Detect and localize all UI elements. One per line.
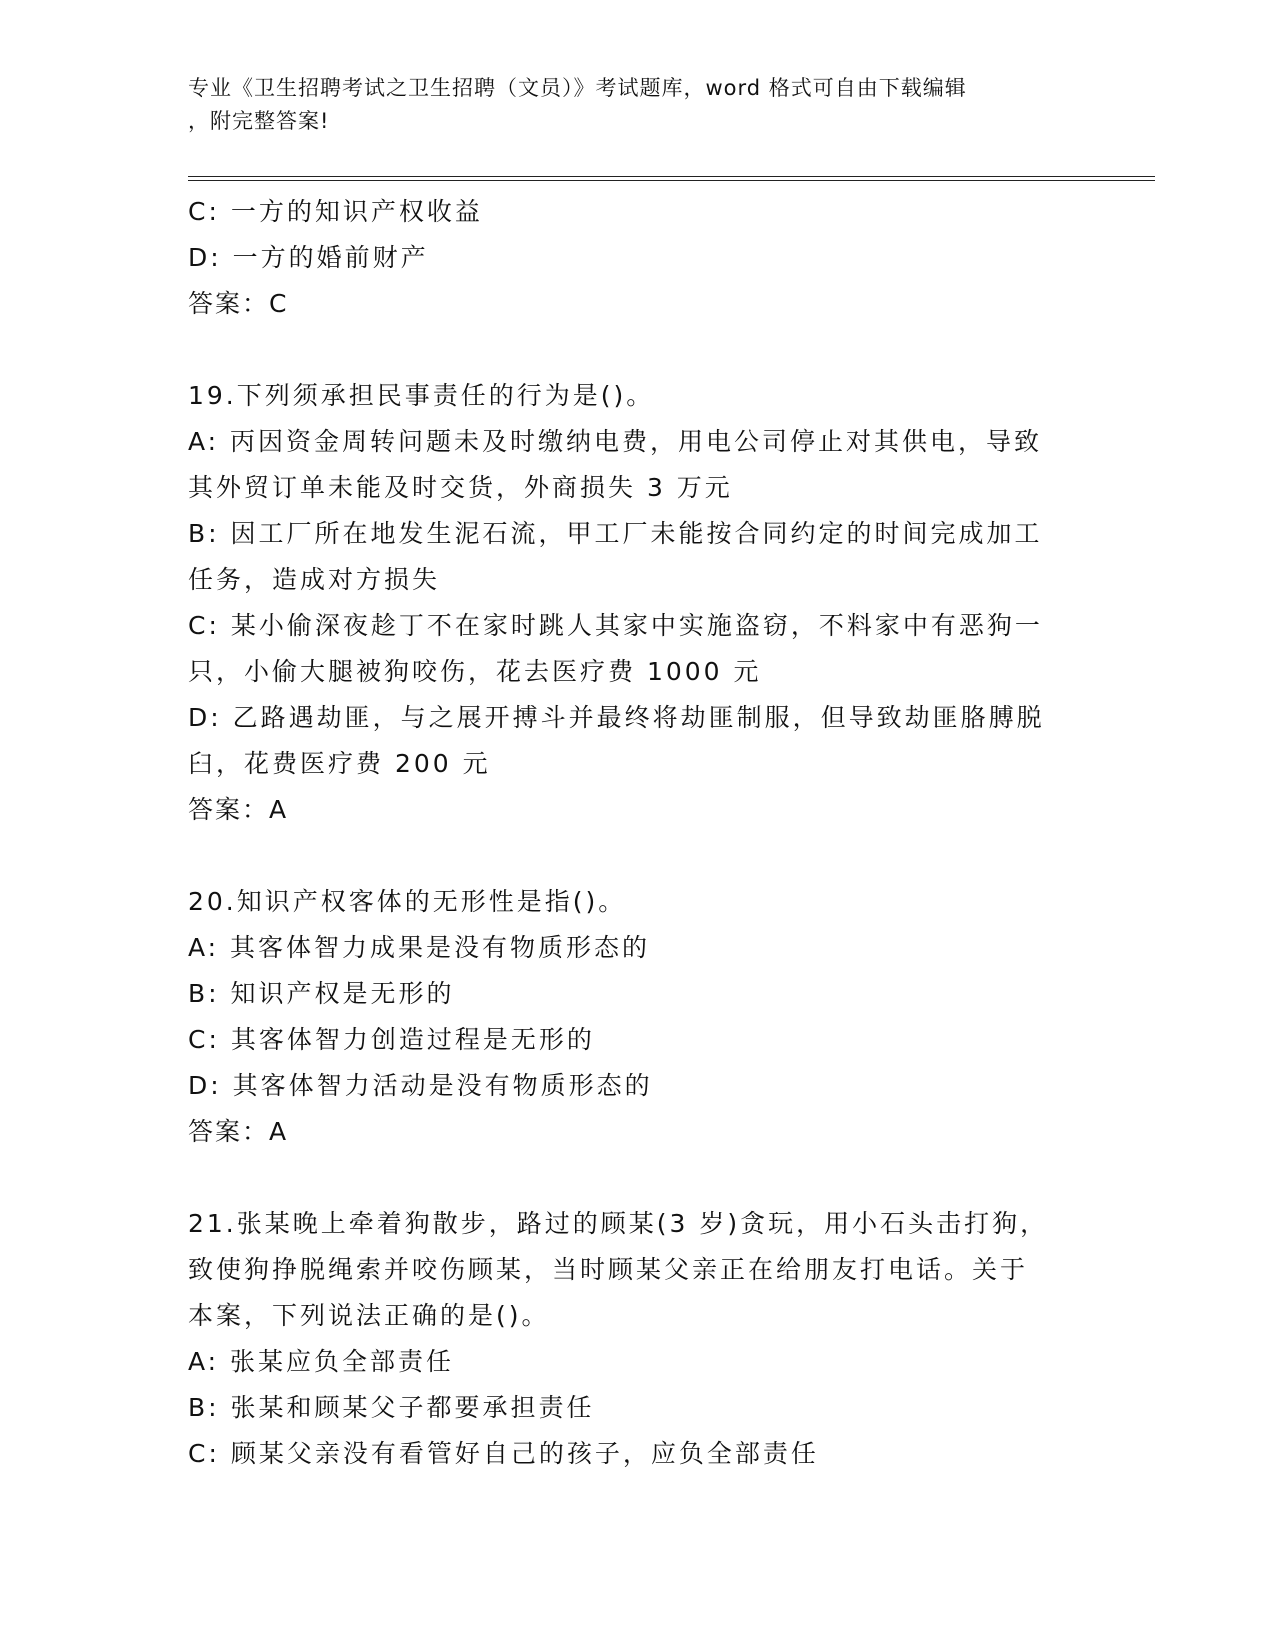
option-a: A: 张某应负全部责任 [188,1347,455,1376]
header-line-1: 专业《卫生招聘考试之卫生招聘（文员）》考试题库，word 格式可自由下载编辑 [188,76,967,100]
option-a-cont: 其外贸订单未能及时交货，外商损失 3 万元 [188,473,733,502]
answer: 答案：A [188,795,289,824]
option-b: B: 张某和顾某父子都要承担责任 [188,1393,595,1422]
spacer [188,1155,1088,1201]
question-text-cont: 致使狗挣脱绳索并咬伤顾某，当时顾某父亲正在给朋友打电话。关于 [188,1255,1029,1284]
option-c: C: 某小偷深夜趁丁不在家时跳人其家中实施盗窃，不料家中有恶狗一 [188,611,1043,640]
header-divider [188,176,1155,181]
answer: 答案：C [188,289,289,318]
spacer [188,833,1088,879]
question-19 [188,373,1088,833]
option-d: D: 乙路遇劫匪，与之展开搏斗并最终将劫匪制服，但导致劫匪胳膊脱 [188,703,1045,732]
option-b-cont: 任务，造成对方损失 [188,565,441,594]
document-header [188,72,1078,138]
question-text: 20.知识产权客体的无形性是指()。 [188,887,627,916]
spacer [188,327,1088,373]
option-d-cont: 臼，花费医疗费 200 元 [188,749,491,778]
question-list [188,189,1088,1477]
option-b: B: 知识产权是无形的 [188,979,455,1008]
header-line-2: ，附完整答案! [188,109,330,133]
question-text: 21.张某晚上牵着狗散步，路过的顾某(3 岁)贪玩，用小石头击打狗， [188,1209,1049,1238]
option-d: D: 其客体智力活动是没有物质形态的 [188,1071,653,1100]
question-21 [188,1201,1088,1477]
option-c-cont: 只，小偷大腿被狗咬伤，花去医疗费 1000 元 [188,657,762,686]
option-a: A: 丙因资金周转问题未及时缴纳电费，用电公司停止对其供电，导致 [188,427,1043,456]
option-d: D: 一方的婚前财产 [188,243,429,272]
question-text: 19.下列须承担民事责任的行为是()。 [188,381,655,410]
answer: 答案：A [188,1117,289,1146]
option-c: C: 一方的知识产权收益 [188,197,483,226]
question-18-tail [188,189,1088,327]
option-c: C: 其客体智力创造过程是无形的 [188,1025,595,1054]
question-text-cont: 本案，下列说法正确的是()。 [188,1301,550,1330]
option-c: C: 顾某父亲没有看管好自己的孩子，应负全部责任 [188,1439,819,1468]
option-b: B: 因工厂所在地发生泥石流，甲工厂未能按合同约定的时间完成加工 [188,519,1043,548]
option-a: A: 其客体智力成果是没有物质形态的 [188,933,651,962]
question-20 [188,879,1088,1155]
